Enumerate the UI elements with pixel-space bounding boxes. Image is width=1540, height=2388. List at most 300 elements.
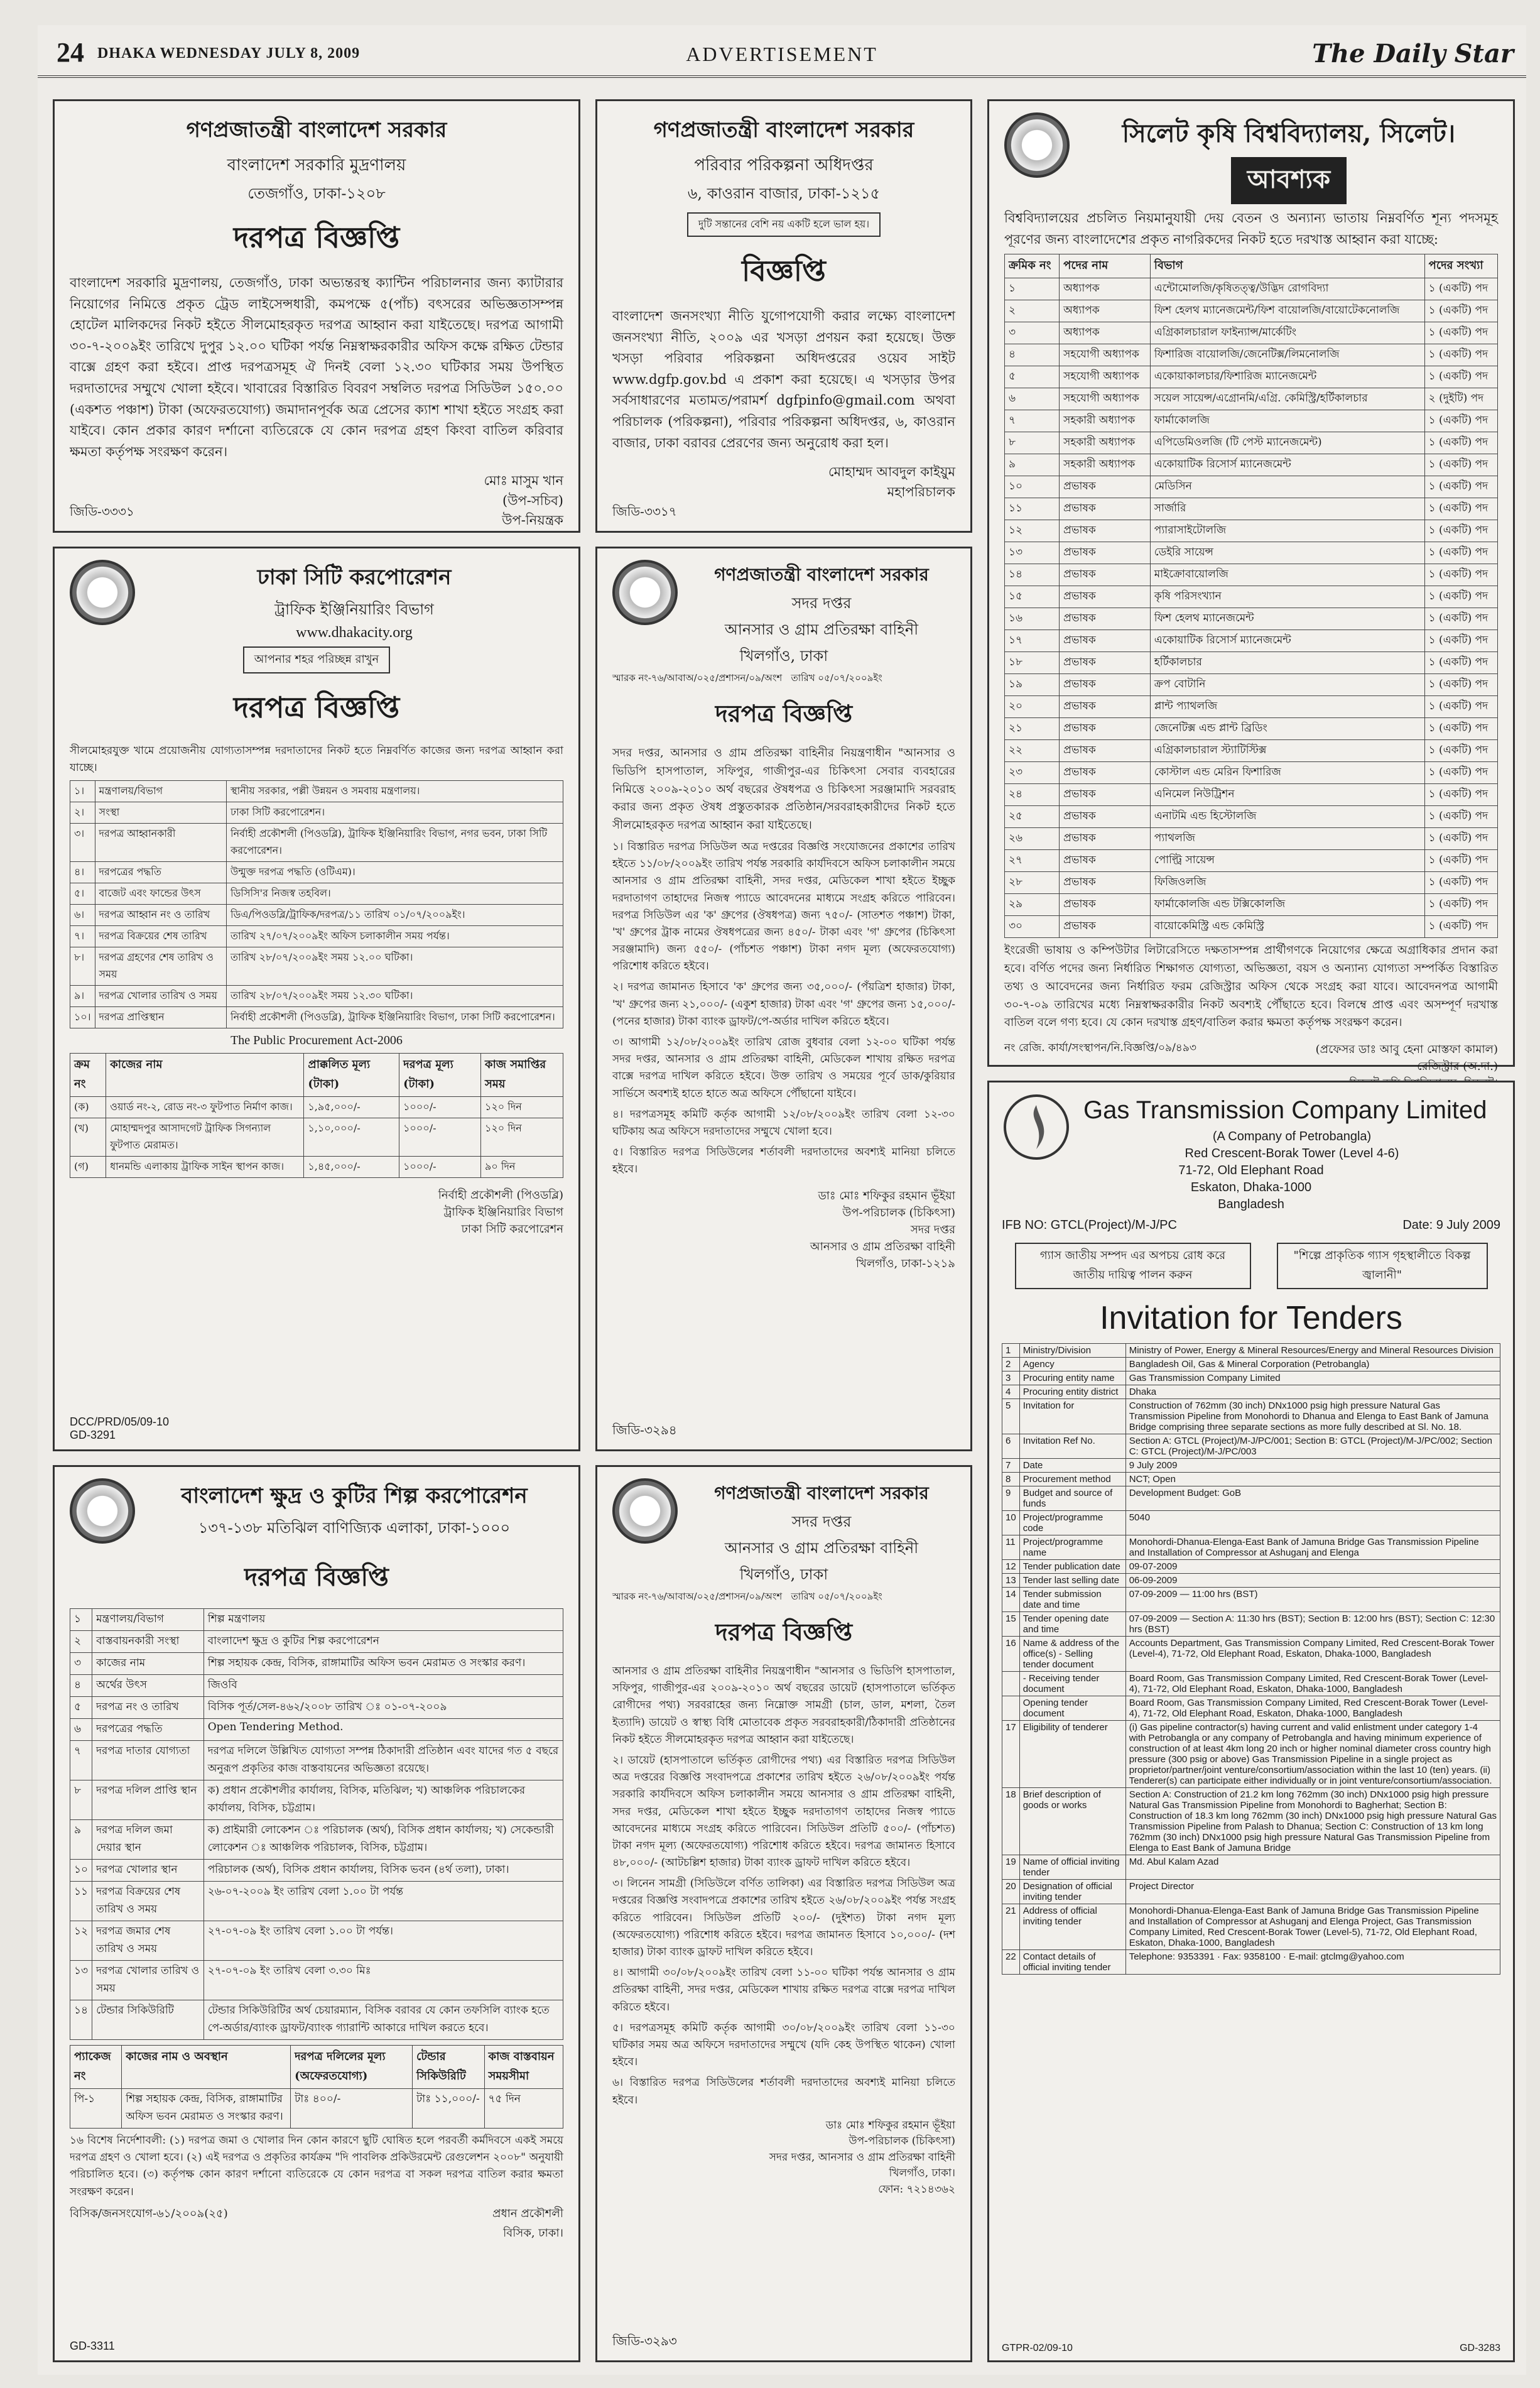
table-row [1005,674,1498,696]
table-cell: শিল্প সহায়ক কেন্দ্র, বিসিক, রাঙ্গামাটির অফিস ভবন মেরামত ও সংস্কার করণ। [203,1653,563,1675]
table-cell: Budget and source of funds [1019,1486,1125,1511]
ad-body: বাংলাদেশ সরকারি মুদ্রণালয়, তেজগাঁও, ঢাকা অভ্যন্তরস্থ ক্যান্টিন পরিচালনার জন্য ক্যাটারার নিয়োগের নিমিত্তে প্রকৃত ট্রেড লাইসেন্সধারী, কমপক্ষে ৫(পাঁচ) বৎসরের অভিজ্ঞতাসম্পন্ন হোটেল মালিকদের নিকট হইতে সীলমোহরকৃত দরপত্র আহ্বান করা যাইতেছে। দরপত্র আগামী ৩০-৭-২০০৯ইং তারিখে দুপুর ১২.০০ ঘটিকা পর্যন্ত নিম্নস্বাক্ষরকারীর অফিস কক্ষে রক্ষিত টেন্ডার বাক্সে গ্রহণ করা হইবে। প্রাপ্ত দরপত্রসমূহ ঐ দিনই বেলা ১২.৩০ ঘটিকার সময় উপস্থিত দরদাতাদের সম্মুখে খোলা হইবে। খাবারের বিস্তারিত বিবরণ সম্বলিত দরপত্র সিডিউল ১৫০.০০ (একশত পঞ্চাশ) টাকা (অফেরতযোগ্য) জমাদানপূর্বক অত্র প্রেসের ক্যাশ শাখা হইতে সংগ্রহ করা যাইবে। কোন প্রকার কারণ দর্শানো ব্যতিরেকে যে কোন দরপত্র গ্রহণ কিংবা বাতিল করিবার ক্ষমতা কর্তৃপক্ষ সংরক্ষণ করেন। [70,275,563,459]
table-row [1002,1535,1500,1560]
table-cell: ১ (একটি) পদ [1424,894,1497,916]
table-cell: একোয়াকালচার/ফিশারিজ ম্যানেজমেন্ট [1150,366,1424,388]
table-cell: Dhaka [1125,1385,1500,1399]
table-cell: ১২ [1005,520,1060,542]
table-cell: Project/programme name [1019,1535,1125,1560]
table-header-cell: প্রাক্কলিত মূল্য (টাকা) [304,1054,399,1097]
table-row [70,1675,563,1697]
table-cell: 14 [1002,1588,1020,1612]
tender-info-table [70,780,563,1028]
ad-family-planning-notice [595,99,972,533]
signer-title: রেজিস্ট্রার (অ.দা.) [1417,1060,1498,1074]
table-cell: ৭। [70,926,95,947]
table-cell: ২২ [1005,740,1060,762]
table-cell: দরপত্র বিক্রয়ের শেষ তারিখ ও সময় [92,1882,204,1921]
table-row [1002,1574,1500,1588]
table-cell: 15 [1002,1612,1020,1637]
table-cell: মন্ত্রণালয়/বিভাগ [92,1609,204,1631]
table-cell: ১ (একটি) পদ [1424,740,1497,762]
table-row [1005,608,1498,630]
table-cell: এন্টোমোলজি/কৃষিতত্ত্ব/উদ্ভিদ রোগবিদ্যা [1150,278,1424,300]
table-header-cell: ক্রমিক নং [1005,254,1060,278]
table-cell: ১ (একটি) পদ [1424,410,1497,432]
ad-org: সদর দপ্তর [791,594,852,612]
table-cell: ১৫ [1005,586,1060,608]
table-cell: দরপত্রের পদ্ধতি [92,1719,204,1741]
table-row [1005,828,1498,850]
signer-name: (প্রফেসর ডাঃ আবু হেনা মোস্তফা কামাল) [1315,1043,1498,1057]
table-cell: ১০০০/- [399,1157,481,1178]
signer-title: উপ-পরিচালক (চিকিৎসা) [849,2135,955,2148]
table-cell: ৮। [70,947,95,986]
table-row [1002,1434,1500,1459]
table-row [70,926,563,947]
ad-point: ৫। দরপত্রসমূহ কমিটি কর্তৃক আগামী ৩০/০৮/২০০৯ইং তারিখ বেলা ১১-৩০ ঘটিকার সময় অত্র অফিসে দরদাতাদের সম্মুখে (যদি কেহ উপস্থিত থাকেন) খোলা হইবে। [612,2021,955,2069]
table-row [70,1631,563,1653]
ad-code: জিডি-৩২৯৪ [612,1422,677,1437]
newspaper-page [38,25,1526,2375]
company-address: Red Crescent-Borak Tower (Level 4-6) [1185,1147,1399,1160]
table-cell: জেনেটিক্স এন্ড প্লান্ট ব্রিডিং [1150,718,1424,740]
table-cell: ৪। [70,862,95,883]
table-cell: ঢাকা সিটি করপোরেশন। [227,802,563,824]
ad-header: বাংলাদেশ ক্ষুদ্র ও কুটির শিল্প করপোরেশন [181,1483,528,1508]
ad-org: পরিবার পরিকল্পনা অধিদপ্তর [694,156,874,175]
table-row [70,2000,563,2040]
table-row [1002,1788,1500,1855]
ad-point: ২। দরপত্র জামানত হিসাবে 'ক' গ্রুপের জন্য ৩৫,০০০/- (পঁয়ত্রিশ হাজার) টাকা, 'খ' গ্রুপের জন্য ২১,০০০/- (একুশ হাজার) টাকা এবং 'গ' গ্রুপের জন্য ১৫,০০০/- (পনের হাজার) টাকা ব্যাংক ড্রাফট/পে-অর্ডার দাখিল করিতে হইবে। [612,981,955,1028]
table-cell: দরপত্র খোলার স্থান [92,1860,204,1882]
ad-code: জিডি-৩৩১৭ [612,504,677,519]
table-row [1002,1637,1500,1672]
table-row [70,802,563,824]
table-cell: 07-09-2009 — 11:00 hrs (BST) [1125,1588,1500,1612]
signer-org: বিসিক, ঢাকা। [503,2226,563,2240]
table-row [1002,1855,1500,1880]
table-cell: 9 [1002,1486,1020,1511]
table-cell: Construction of 762mm (30 inch) DNx1000 psig high pressure Natural Gas Transmission Pipeline from Monohordi to Dhanua and Elenga to East Bank of Jamuna Bridge comprising three separate sections as more fully described at Sl. No. 18. [1125,1399,1500,1434]
table-cell: 13 [1002,1574,1020,1588]
table-cell: ডিএ/পিওডব্লি/ট্রাফিক/দরপত্র/১১ তারিখ ০১/০৭/২০০৯ইং। [227,905,563,926]
table-cell: প্রভাষক [1060,762,1151,784]
table-cell: Invitation Ref No. [1019,1434,1125,1459]
signer-name: ডাঃ মোঃ শফিকুর রহমান ভূঁইয়া [818,1189,955,1202]
ad-signature [612,2118,955,2198]
table-cell: ২ [1005,300,1060,322]
table-cell: এপিডেমিওলজি (টি পেস্ট ম্যানেজমেন্ট) [1150,432,1424,454]
table-cell: টেন্ডার সিকিউরিটি [92,2000,204,2040]
ad-signature [70,1187,563,1238]
table-cell: Agency [1019,1358,1125,1371]
table-cell: ৭ [1005,410,1060,432]
table-cell: ২৬-০৭-২০০৯ ইং তারিখ বেলা ১.০০ টা পর্যন্ত [203,1882,563,1921]
ad-code: জিডি-৩৩৩১ [70,504,134,519]
ad-notes: ইংরেজী ভাষায় ও কম্পিউটার লিটারেসিতে দক্ষতাসম্পন্ন প্রার্থীগণকে নিয়োগের ক্ষেত্রে অগ্রাধিকার প্রদান করা হবে। বর্ণিত পদের জন্য নির্ধারিত শিক্ষাগত যোগ্যতা, অভিজ্ঞতা, বয়স ও অন্যান্য যোগ্যতা সম্পর্কিত বিস্তারিত তথ্য ও আবেদনের জন্য নির্ধারিত ফরম রেজিস্ট্রার অফিস থেকে সংগ্রহ করা যাবে। আবেদনপত্র আগামী ৩০-৭-০৯ তারিখের মধ্যে নিম্নস্বাক্ষরকারীর নিকট অবশ্যই পৌঁছাতে হবে। বিলম্বে প্রাপ্ত এবং অসম্পূর্ণ দরখাস্ত বাতিল বলে গণ্য হবে। যে কোন দরখাস্ত গ্রহণ/বাতিল করার ক্ষমতা কর্তৃপক্ষ সংরক্ষণ করেন। [1004,944,1498,1030]
table-cell: পোল্ট্রি সায়েন্স [1150,850,1424,872]
ad-header: সিলেট কৃষি বিশ্ববিদ্যালয়, সিলেট। [1122,119,1456,148]
table-row [1005,850,1498,872]
table-cell: 16 [1002,1637,1020,1672]
table-cell: 7 [1002,1459,1020,1473]
ad-intro: সীলমোহরযুক্ত খামে প্রয়োজনীয় যোগ্যতাসম্পন্ন দরদাতাদের নিকট হতে নিম্নবর্ণিত কাজের জন্য দরপত্র আহ্বান করা যাচ্ছে। [70,744,563,775]
table-cell: দরপত্র বিক্রয়ের শেষ তারিখ [95,926,227,947]
table-cell: ৫। [70,883,95,905]
table-cell: সহযোগী অধ্যাপক [1060,366,1151,388]
table-cell: ২ [70,1631,92,1653]
table-cell: ১ (একটি) পদ [1424,806,1497,828]
ansar-seal-icon [612,560,678,625]
table-cell: Procurement method [1019,1473,1125,1486]
section-title: ADVERTISEMENT [686,43,878,65]
table-cell: দরপত্র আহ্বানকারী [95,824,227,862]
table-cell: এনাটমি এন্ড হিস্টোলজি [1150,806,1424,828]
university-seal-icon [1004,112,1070,178]
table-row [1002,1880,1500,1904]
ref-code: DCC/PRD/05/09-10 [70,1415,170,1428]
table-row [70,1118,563,1157]
signer-title: উপ-পরিচালক (চিকিৎসা) [842,1206,955,1219]
ad-header: গণপ্রজাতন্ত্রী বাংলাদেশ সরকার [714,1483,929,1503]
table-row [1005,894,1498,916]
table-cell: প্রভাষক [1060,916,1151,938]
table-cell: NCT; Open [1125,1473,1500,1486]
table-cell: Board Room, Gas Transmission Company Limited, Red Crescent-Borak Tower (Level-4), 71-72, Old Elephant Road, Eskaton, Dhaka-1000, Bangladesh [1125,1696,1500,1721]
table-row [1002,1459,1500,1473]
table-cell: 8 [1002,1473,1020,1486]
table-cell: ১,৪৫,০০০/- [304,1157,399,1178]
table-cell: প্রভাষক [1060,520,1151,542]
signer-name: মোহাম্মদ আবদুল কাইয়ুম [828,464,955,480]
table-cell: Section A: GTCL (Project)/M-J/PC/001; Section B: GTCL (Project)/M-J/PC/002; Section C: GTCL (Project)/M-J/PC/003 [1125,1434,1500,1459]
table-cell: ১ (একটি) পদ [1424,718,1497,740]
table-row [1005,432,1498,454]
table-row [1002,1511,1500,1535]
table-cell: ২৭-০৭-০৯ ইং তারিখ বেলা ৩.৩০ মিঃ [203,1961,563,2000]
table-cell: ১ (একটি) পদ [1424,300,1497,322]
ad-intro: বিশ্ববিদ্যালয়ের প্রচলিত নিয়মানুযায়ী দেয় বেতন ও অন্যান্য ভাতায় নিম্নবর্ণিত শূন্য পদসমূহ পূরণের জন্য বাংলাদেশের প্রকৃত নাগরিকদের নিকট হতে দরখাস্ত আহ্বান করা যাচ্ছে: [1004,210,1498,247]
table-header-cell: দরপত্র দলিলের মূল্য (অফেরতযোগ্য) [291,2046,413,2089]
table-cell: ২৫ [1005,806,1060,828]
table-row [1005,740,1498,762]
table-row [70,1921,563,1961]
table-cell: প্রভাষক [1060,586,1151,608]
table-cell: সহকারী অধ্যাপক [1060,410,1151,432]
slogan-right: "শিল্পে প্রাকৃতিক গ্যাস গৃহস্থালীতে বিকল্প জ্বালানী" [1277,1243,1488,1289]
table-cell: ৩ [70,1653,92,1675]
table-cell: টেন্ডার সিকিউরিটির অর্থ চেয়ারম্যান, বিসিক বরাবর যে কোন তফসিলি ব্যাংক হতে পে-অর্ডার/ব্যাংক ড্রাফট/ব্যাংক গ্যারান্টি আকারে দাখিল করতে হবে। [203,2000,563,2040]
ad-ansar-vdp-diet-tender [595,1465,972,2362]
table-cell: ১০০০/- [399,1118,481,1157]
table-cell: দরপত্র আহ্বান নং ও তারিখ [95,905,227,926]
company-address: Bangladesh [1218,1197,1284,1211]
table-cell: Procuring entity name [1019,1371,1125,1385]
ad-ref: GTPR-02/09-10 [1002,2343,1073,2353]
table-cell: ৭৫ দিন [484,2089,563,2129]
table-row [70,1820,563,1860]
table-row [1005,476,1498,498]
ad-signature [612,462,955,502]
table-row [70,1609,563,1631]
table-cell: Board Room, Gas Transmission Company Limited, Red Crescent-Borak Tower (Level-4), 71-72, Old Elephant Road, Eskaton, Dhaka-1000, Bangladesh [1125,1672,1500,1696]
table-cell: ১ (একটি) পদ [1424,542,1497,564]
table-cell: ওয়ার্ড নং-২, রোড নং-৩ ফুটপাত নির্মাণ কাজ। [106,1097,304,1118]
table-cell: Monohordi-Dhanua-Elenga-East Bank of Jamuna Bridge Gas Transmission Pipeline and Installation of Compressor at Ashuganj and Elenga [1125,1535,1500,1560]
table-cell: প্রভাষক [1060,740,1151,762]
table-cell: ৩ [1005,322,1060,344]
table-row [1005,300,1498,322]
table-cell: Tender last selling date [1019,1574,1125,1588]
table-cell: ১২ [70,1921,92,1961]
table-cell: ১ (একটি) পদ [1424,762,1497,784]
signer-title: মহাপরিচালক [887,484,955,499]
table-row [1005,542,1498,564]
table-cell: তারিখ ২৮/০৭/২০০৯ইং সময় ১২.৩০ ঘটিকা। [227,986,563,1007]
table-cell: দরপত্র দলিলে উল্লিখিত যোগ্যতা সম্পন্ন ঠিকাদারী প্রতিষ্ঠান এবং যাদের গত ৫ বছরে অনুরূপ প্রকৃতির কাজ বাস্তবায়নের অভিজ্ঞতা রয়েছে। [203,1741,563,1780]
table-cell: ১১ [1005,498,1060,520]
ad-code: নং রেজি. কার্যা/সংস্থাপন/নি.বিজ্ঞপ্তি/০৯/৪৯৩ [1004,1042,1196,1054]
table-cell: ফার্মাকোলজি [1150,410,1424,432]
ad-code: GD-3283 [1460,2343,1500,2353]
signer-title: উপ-নিয়ন্ত্রক [502,513,563,528]
table-cell: Monohordi-Dhanua-Elenga-East Bank of Jamuna Bridge Gas Transmission Pipeline and Installation of Compressor at Ashuganj and Elenga Project, Gas Transmission Company Limited, Red Crescent-Borak Tower (Level-5), 71-72, Old Elephant Road, Eskaton, Dhaka-1000, Bangladesh [1125,1904,1500,1950]
table-cell: Gas Transmission Company Limited [1125,1371,1500,1385]
table-cell: ৯ [70,1820,92,1860]
table-cell: ৪ [70,1675,92,1697]
table-cell: ১ [70,1609,92,1631]
table-cell: ৮ [70,1780,92,1820]
date-line: DHAKA WEDNESDAY JULY 8, 2009 [97,45,361,62]
table-cell: ফিশারিজ বায়োলজি/জেনেটিক্স/লিমনোলজি [1150,344,1424,366]
table-cell: ৪ [1005,344,1060,366]
table-cell: ১১ [70,1882,92,1921]
table-cell: একোয়াটিক রিসোর্স ম্যানেজমেন্ট [1150,630,1424,652]
table-cell: প্রভাষক [1060,718,1151,740]
table-row [1002,1612,1500,1637]
table-cell: ১ (একটি) পদ [1424,674,1497,696]
ad-body: আনসার ও গ্রাম প্রতিরক্ষা বাহিনীর নিয়ন্ত্রণাধীন "আনসার ও ভিডিপি হাসপাতাল, সফিপুর, গাজীপুর-এর ২০০৯-২০১০ অর্থ বছরের ডায়েট (হাসপাতালে ভর্তিকৃত রোগীদের পথ্য) সরবরাহের জন্য নিম্নোক্ত সামগ্রী (চাল, ডাল, মশলা, তৈল ইত্যাদি) ডায়েট ও স্বাস্থ্য বিধি মোতাবেক প্রকৃত সরবরাহকারী/ঠিকাদারী প্রতিষ্ঠানের নিকট হইতে সীলমোহরকৃত দরপত্র আহ্বান করা যাইতেছে। [612,1665,955,1746]
table-cell: Brief description of goods or works [1019,1788,1125,1855]
table-row [1005,454,1498,476]
table-header-cell: বিভাগ [1150,254,1424,278]
signer-name: ডাঃ মোঃ শফিকুর রহমান ভূঁইয়া [825,2118,955,2132]
table-cell: ১৪ [1005,564,1060,586]
ad-header: গণপ্রজাতন্ত্রী বাংলাদেশ সরকার [714,564,929,585]
table-cell: ১৪ [70,2000,92,2040]
ad-title: বিজ্ঞপ্তি [742,254,826,288]
table-cell: Project Director [1125,1880,1500,1904]
table-cell: ২৪ [1005,784,1060,806]
table-cell: ১ (একটি) পদ [1424,366,1497,388]
table-cell: সহযোগী অধ্যাপক [1060,388,1151,410]
ad-dept: ট্রাফিক ইঞ্জিনিয়ারিং বিভাগ [274,601,434,618]
ad-point: ৫। বিস্তারিত দরপত্র সিডিউলের শর্তাবলী দরদাতাদের অবশ্যই মানিয়া চলিতে হইবে। [612,1146,955,1176]
table-cell: প্রভাষক [1060,630,1151,652]
table-cell: ১৮ [1005,652,1060,674]
table-cell: তারিখ ২৭/০৭/২০০৯ইং অফিস চলাকালীন সময় পর্যন্ত। [227,926,563,947]
company-name: Gas Transmission Company Limited [1083,1096,1487,1124]
table-cell: ফিশ হেলথ ম্যানেজমেন্ট [1150,608,1424,630]
table-cell: Ministry/Division [1019,1344,1125,1358]
table-cell: দরপত্র খোলার তারিখ ও সময় [95,986,227,1007]
table-row [1002,1950,1500,1975]
table-row [70,947,563,986]
ifb-number: IFB NO: GTCL(Project)/M-J/PC [1002,1218,1177,1232]
table-cell: 22 [1002,1950,1020,1975]
table-row [1005,322,1498,344]
page-number: 24 [57,37,84,68]
table-cell: দরপত্র খোলার তারিখ ও সময় [92,1961,204,2000]
table-cell: দরপত্র দাতার যোগ্যতা [92,1741,204,1780]
table-cell: দরপত্র নং ও তারিখ [92,1697,204,1719]
table-row [1005,366,1498,388]
table-cell: ২১ [1005,718,1060,740]
table-cell: ১ (একটি) পদ [1424,696,1497,718]
ad-title: Invitation for Tenders [1100,1300,1402,1336]
table-cell: ১ (একটি) পদ [1424,476,1497,498]
table-row [1002,1486,1500,1511]
table-row [70,1882,563,1921]
table-cell: ১ (একটি) পদ [1424,850,1497,872]
table-row [70,1741,563,1780]
table-cell: হর্টিকালচার [1150,652,1424,674]
table-cell: Procuring entity district [1019,1385,1125,1399]
table-cell: ১৩ [1005,542,1060,564]
table-cell: Opening tender document [1019,1696,1125,1721]
tender-info-table [70,1608,563,2040]
table-cell: ডিসিসি'র নিজস্ব তহবিল। [227,883,563,905]
table-row [1005,278,1498,300]
table-cell: ক্রপ বোটানি [1150,674,1424,696]
bscic-seal-icon [70,1478,135,1544]
table-cell: সংস্থা [95,802,227,824]
ad-address: খিলগাঁও, ঢাকা [739,647,828,665]
table-cell: ৫ [1005,366,1060,388]
table-row [1002,1473,1500,1486]
table-cell: ১ (একটি) পদ [1424,432,1497,454]
table-cell: একোয়াটিক রিসোর্স ম্যানেজমেন্ট [1150,454,1424,476]
table-row [70,862,563,883]
table-row [1002,1399,1500,1434]
table-row [70,1697,563,1719]
works-table [70,1053,563,1178]
table-row [70,1719,563,1741]
table-cell: প্রভাষক [1060,564,1151,586]
table-cell: ১০ [1005,476,1060,498]
table-row [1005,520,1498,542]
table-cell: প্রভাষক [1060,476,1151,498]
signer-title: (উপ-সচিব) [502,493,563,508]
table-cell: 17 [1002,1721,1020,1788]
ad-address: ১৩৭-১৩৮ মতিঝিল বাণিজ্যিক এলাকা, ঢাকা-১০০০ [198,1519,511,1537]
table-header-cell: টেন্ডার সিকিউরিটি [413,2046,484,2089]
table-cell: ২। [70,802,95,824]
table-cell: ৯০ দিন [481,1157,563,1178]
table-header-cell: দরপত্র মূল্য (টাকা) [399,1054,481,1097]
table-cell: প্রভাষক [1060,894,1151,916]
ad-address: তেজগাঁও, ঢাকা-১২০৮ [247,185,386,202]
table-cell: ১,৯৫,০০০/- [304,1097,399,1118]
ad-points [612,839,955,1179]
ad-point: ৬। বিস্তারিত দরপত্র সিডিউলের শর্তাবলী দরদাতাদের অবশ্যই মানিয়া চলিতে হইবে। [612,2076,955,2107]
table-cell: কোস্টাল এন্ড মেরিন ফিশারিজ [1150,762,1424,784]
ad-website: www.dhakacity.org [296,624,413,641]
table-row [1005,806,1498,828]
ad-code: জিডি-৩২৯৩ [612,2333,677,2348]
table-cell: Ministry of Power, Energy & Mineral Resources/Energy and Mineral Resources Division [1125,1344,1500,1358]
table-cell: ১ [1005,278,1060,300]
table-cell: ১ (একটি) পদ [1424,322,1497,344]
table-cell: প্রভাষক [1060,696,1151,718]
table-row [1005,872,1498,894]
table-cell: সয়েল সায়েন্স/এগ্রোনমি/এগ্রি. কেমিস্ট্রি/হর্টিকালচার [1150,388,1424,410]
table-cell: ১ (একটি) পদ [1424,278,1497,300]
table-cell: দরপত্র জমার শেষ তারিখ ও সময় [92,1921,204,1961]
ansar-seal-icon [612,1478,678,1544]
table-cell: কাজের নাম [92,1653,204,1675]
table-header-cell: কাজ সমাপ্তির সময় [481,1054,563,1097]
table-cell: ১ (একটি) পদ [1424,784,1497,806]
table-cell: প্রভাষক [1060,498,1151,520]
table-cell: ৯ [1005,454,1060,476]
table-cell: 2 [1002,1358,1020,1371]
table-cell: ফিজিওলজি [1150,872,1424,894]
table-row [1005,410,1498,432]
table-cell: নির্বাহী প্রকৌশলী (পিওডব্লি), ট্রাফিক ইঞ্জিনিয়ারিং বিভাগ, ঢাকা সিটি করপোরেশন। [227,1007,563,1028]
table-cell: অধ্যাপক [1060,278,1151,300]
table-row [70,1780,563,1820]
table-cell: Open Tendering Method. [203,1719,563,1741]
table-cell: ৩০ [1005,916,1060,938]
table-cell [1002,1696,1020,1721]
table-row [1002,1385,1500,1399]
table-cell: ১০ [70,1860,92,1882]
table-cell: শিল্প সহায়ক কেন্দ্র, বিসিক, রাঙ্গামাটির অফিস ভবন মেরামত ও সংস্কার করণ। [122,2089,291,2129]
signer-org: সদর দপ্তর [910,1223,955,1236]
table-cell: ১ (একটি) পদ [1424,872,1497,894]
table-cell: প্রভাষক [1060,652,1151,674]
table-cell: (i) Gas pipeline contractor(s) having current and valid enlistment under category 1-4 with Petrobangla or any company of Petrobangla and having minimum experience of construction of at least 4km long 20 inch or higher nominal diameter cross country high pressure (300 psig or above) Gas Transmission Pipeline in a single project as proprietor/partner/joint venture/consortium/association within the last 10 (ten) years. (ii) Tenderer(s) can participate either individually or in joint venture/consortium/association. [1125,1721,1500,1788]
ad-header: ঢাকা সিটি করপোরেশন [257,565,452,590]
table-cell: উন্মুক্ত দরপত্র পদ্ধতি (ওটিএম)। [227,862,563,883]
table-cell: ২৭ [1005,850,1060,872]
table-cell: 5040 [1125,1511,1500,1535]
table-header-cell: কাজ বাস্তবায়ন সময়সীমা [484,2046,563,2089]
table-row [1002,1560,1500,1574]
signer-phone: ফোন: ৭২১৪৩৬২ [878,2183,955,2196]
table-cell: বাজেট এবং ফান্ডের উৎস [95,883,227,905]
table-cell: ২৬ [1005,828,1060,850]
table-cell: সার্জারি [1150,498,1424,520]
table-cell: দরপত্রের পদ্ধতি [95,862,227,883]
table-cell: ১৯ [1005,674,1060,696]
table-cell: প্রভাষক [1060,784,1151,806]
table-cell: ২৭-০৭-০৯ ইং তারিখ বেলা ১.০০ টা পর্যন্ত। [203,1921,563,1961]
ad-special: ১৬ বিশেষ নির্দেশাবলী: (১) দরপত্র জমা ও খোলার দিন কোন কারণে ছুটি ঘোষিত হলে পরবর্তী কর্মদিবসে একই সময়ে দরপত্র গ্রহণ ও খোলা হবে। (২) এই দরপত্র ও প্রকৃতির কার্যক্রম "দি পাবলিক প্রকিউরমেন্ট রেগুলেশন ২০০৮" অনুযায়ী পরিচালিত হবে। (৩) কর্তৃপক্ষ কোন কারণ দর্শানো ব্যতিরেকে যে কোন দরপত্র বা সকল দরপত্র বাতিল করার ক্ষমতা সংরক্ষণ করেন। [70,2134,563,2198]
table-cell: ১ (একটি) পদ [1424,608,1497,630]
table-cell: Designation of official inviting tender [1019,1880,1125,1904]
table-cell: দরপত্র দলিল জমা দেয়ার স্থান [92,1820,204,1860]
table-header-cell: প্যাকেজ নং [70,2046,122,2089]
table-cell: প্রভাষক [1060,850,1151,872]
ad-title: দরপত্র বিজ্ঞপ্তি [233,690,400,724]
table-row [1002,1721,1500,1788]
table-cell: পরিচালক (অর্থ), বিসিক প্রধান কার্যালয়, বিসিক ভবন (৪র্থ তলা), ঢাকা। [203,1860,563,1882]
ad-signature [612,1187,955,1272]
table-cell: মন্ত্রণালয়/বিভাগ [95,781,227,802]
